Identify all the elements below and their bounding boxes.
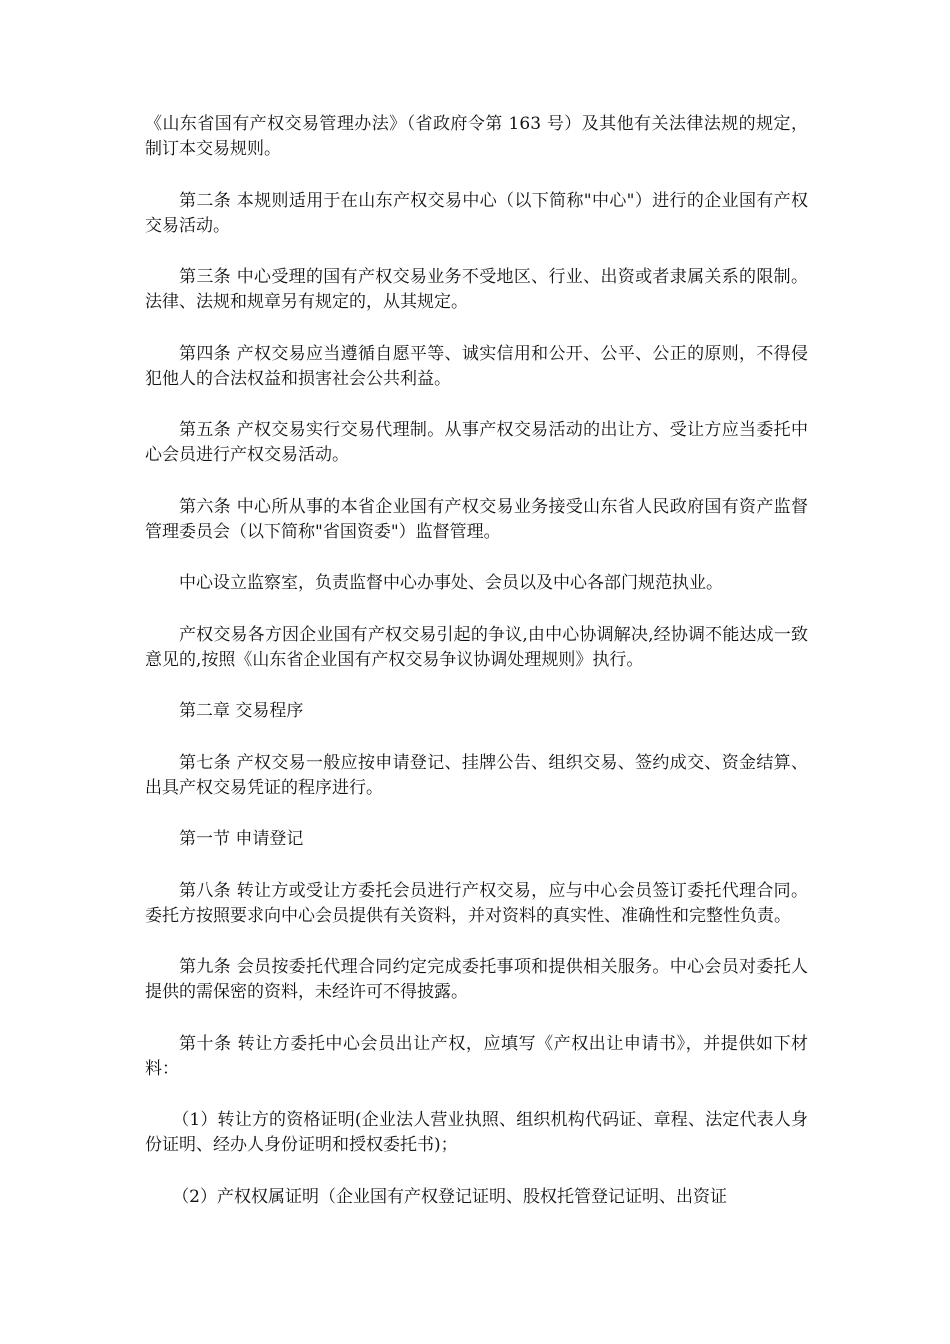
paragraph-article-7: 第七条 产权交易一般应按申请登记、挂牌公告、组织交易、签约成交、资金结算、出具产权交易凭证的程序进行。 — [145, 752, 808, 798]
paragraph-article-10: 第十条 转让方委托中心会员出让产权，应填写《产权出让申请书》，并提供如下材料： — [145, 1033, 808, 1079]
chapter-heading-2: 第二章 交易程序 — [179, 701, 304, 721]
list-item-1: （1）转让方的资格证明(企业法人营业执照、组织机构代码证、章程、法定代表人身份证明、经办人身份证明和授权委托书)； — [145, 1110, 808, 1155]
paragraph-article-8: 第八条 转让方或受让方委托会员进行产权交易，应与中心会员签订委托代理合同。委托方按照要求向中心会员提供有关资料，并对资料的真实性、准确性和完整性负责。 — [145, 880, 808, 926]
section-heading-1: 第一节 申请登记 — [179, 829, 304, 849]
paragraph-article-6-disputes: 产权交易各方因企业国有产权交易引起的争议,由中心协调解决,经协调不能达成一致意见的,按照《山东省企业国有产权交易争议协调处理规则》执行。 — [145, 624, 808, 670]
paragraph-article-6-supervision: 中心设立监察室，负责监督中心办事处、会员以及中心各部门规范执业。 — [179, 573, 723, 593]
document-page — [145, 112, 808, 1236]
paragraph-article-6: 第六条 中心所从事的本省企业国有产权交易业务接受山东省人民政府国有资产监督管理委员会（以下简称"省国资委"）监督管理。 — [145, 496, 808, 542]
paragraph-article-9: 第九条 会员按委托代理合同约定完成委托事项和提供相关服务。中心会员对委托人提供的需保密的资料，未经许可不得披露。 — [145, 957, 808, 1002]
list-item-2: （2）产权权属证明（企业国有产权登记证明、股权托管登记证明、出资证 — [172, 1186, 728, 1207]
paragraph-article-5: 第五条 产权交易实行交易代理制。从事产权交易活动的出让方、受让方应当委托中心会员进行产权交易活动。 — [145, 420, 808, 465]
paragraph-article-1-tail: 《山东省国有产权交易管理办法》（省政府令第 163 号）及其他有关法律法规的规定，制订本交易规则。 — [145, 114, 808, 159]
paragraph-article-4: 第四条 产权交易应当遵循自愿平等、诚实信用和公开、公平、公正的原则，不得侵犯他人的合法权益和损害社会公共利益。 — [145, 343, 808, 389]
paragraph-article-2: 第二条 本规则适用于在山东产权交易中心（以下简称"中心"）进行的企业国有产权交易活动。 — [145, 190, 808, 236]
paragraph-article-3: 第三条 中心受理的国有产权交易业务不受地区、行业、出资或者隶属关系的限制。法律、法规和规章另有规定的，从其规定。 — [145, 267, 808, 312]
